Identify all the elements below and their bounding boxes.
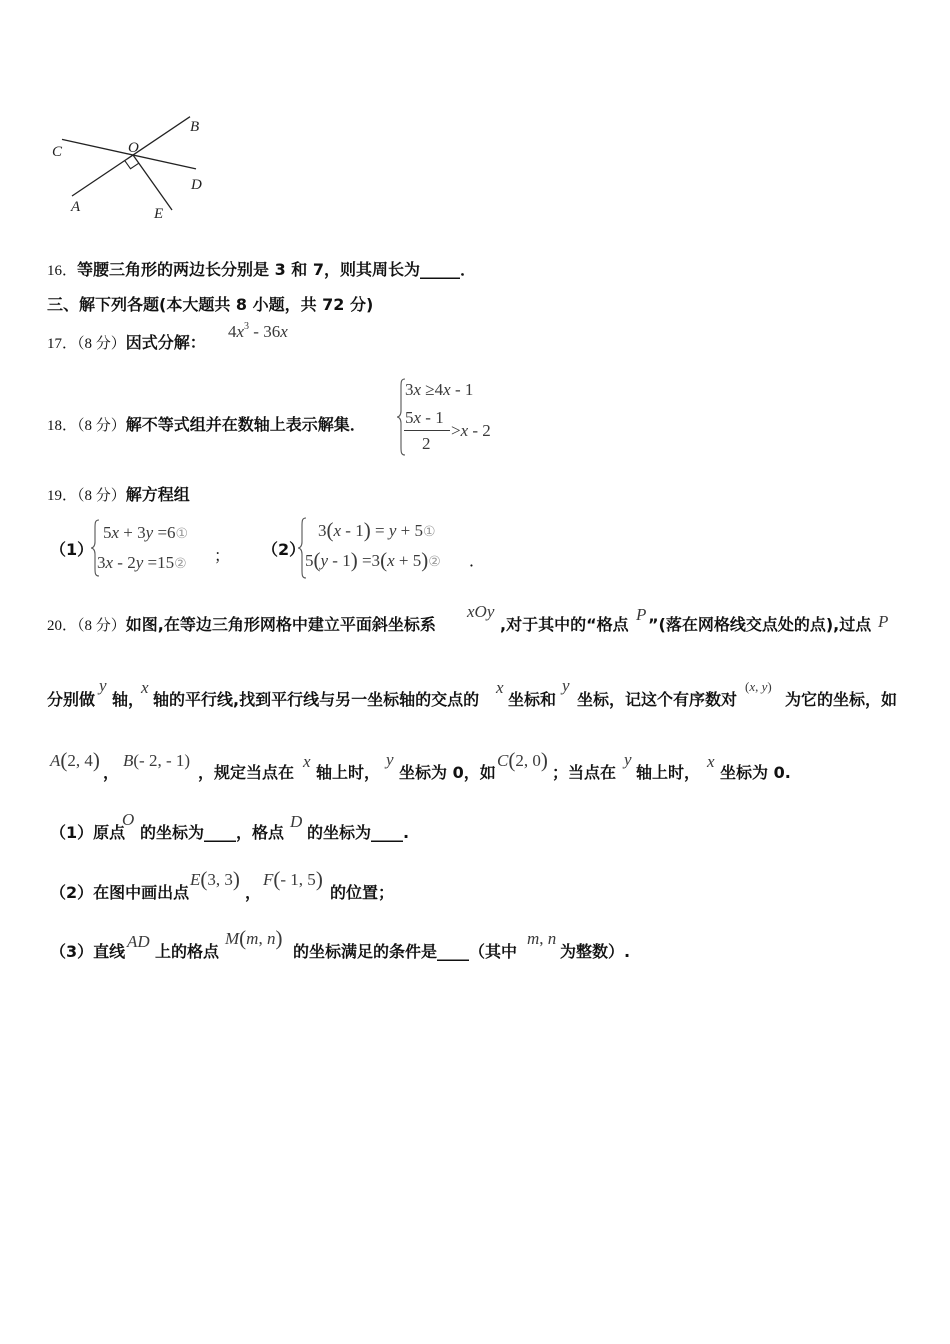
point-o: [122, 810, 134, 830]
ray-oe: [133, 155, 172, 210]
math-variable: D: [290, 812, 303, 831]
question-text: 为整数）.: [560, 942, 631, 961]
question-text: 解不等式组并在数轴上表示解集．: [125, 415, 366, 434]
question-text: 轴上时，: [316, 763, 381, 782]
math-variable: n: [266, 929, 276, 948]
math-bracket: ): [363, 518, 371, 542]
axis-x: [707, 752, 715, 772]
math-variable: E: [190, 870, 201, 889]
math-variable: x: [236, 322, 245, 341]
axis-x: [303, 752, 311, 772]
math-text: - 2: [468, 421, 491, 440]
math-text: >: [451, 421, 461, 440]
math-variable: n: [547, 929, 557, 948]
math-variable: O: [122, 810, 135, 829]
math-bracket: (: [326, 518, 334, 542]
question-score: （8 分）: [77, 418, 126, 434]
fraction-denominator: [422, 434, 431, 454]
axis-x: [496, 678, 504, 698]
point-e-coordinates: [190, 867, 240, 891]
math-variable: y: [145, 523, 154, 542]
point-label-a: A: [71, 199, 81, 215]
math-bracket: ): [421, 548, 429, 572]
math-text: ,: [539, 929, 548, 948]
math-bracket: (: [313, 548, 321, 572]
question-text: 为它的坐标，如: [785, 690, 898, 709]
math-bracket: ): [275, 926, 283, 950]
point-d: [290, 812, 302, 832]
math-text: + 3: [119, 523, 146, 542]
equation-number: ①: [422, 524, 436, 540]
part-end-mark: ．: [469, 551, 486, 570]
point-label-e: E: [154, 206, 164, 222]
math-text: + 5: [394, 551, 422, 570]
math-bracket: ): [350, 548, 358, 572]
math-variable: m: [246, 929, 259, 948]
line-ad: [127, 932, 150, 952]
math-variable: x: [111, 523, 120, 542]
question-number: 17．: [47, 336, 78, 352]
point-c-coordinates: [497, 748, 548, 772]
math-variable: x: [496, 678, 504, 697]
question-18: [47, 415, 366, 436]
integer-variables: [527, 929, 556, 949]
math-bracket: ): [92, 748, 100, 772]
question-number: 16．: [47, 263, 78, 279]
math-text: - 2: [113, 553, 136, 572]
point-p: [878, 612, 888, 632]
math-variable: B: [123, 751, 134, 770]
math-variable: y: [135, 553, 144, 572]
question-number: 20．: [47, 618, 78, 634]
question-text: 坐标为 0，如: [399, 763, 496, 782]
ordered-pair: [745, 677, 772, 697]
axis-x: [141, 678, 149, 698]
math-text: - 1: [450, 380, 474, 399]
math-exponent: 3: [244, 321, 250, 332]
part-2-label: （2）: [262, 540, 306, 559]
question-text: 因式分解：: [125, 333, 206, 352]
math-variable: M: [225, 929, 240, 948]
math-variable: x: [413, 380, 422, 399]
math-variable: x: [443, 380, 451, 399]
right-angle-mark: [125, 161, 139, 169]
math-text: =6: [153, 523, 176, 542]
question-text: 的坐标满足的条件是____（其中: [293, 942, 518, 961]
math-text: - 1: [341, 521, 364, 540]
inequality-2-rhs: [451, 421, 491, 441]
question-17: [47, 333, 206, 354]
math-text: ,: [755, 679, 762, 694]
point-label-c: C: [52, 144, 63, 160]
math-variable: F: [263, 870, 274, 889]
part-1-equation-2: [97, 553, 187, 574]
fraction-bar: [404, 430, 450, 431]
math-variable: x: [280, 322, 288, 341]
math-variable: x: [303, 752, 311, 771]
point-b-coordinates: [123, 751, 190, 771]
math-bracket: (: [60, 748, 68, 772]
math-bracket: ): [540, 748, 548, 772]
math-text: 5: [405, 408, 414, 427]
math-variable: P: [878, 612, 889, 631]
part-separator: ；: [214, 546, 231, 565]
question-text: 如图,在等边三角形网格中建立平面斜坐标系: [125, 615, 436, 634]
math-text: 3: [97, 553, 106, 572]
question-text: ，: [103, 763, 120, 782]
equation-number: ②: [174, 556, 187, 572]
math-bracket: (: [200, 867, 208, 891]
math-variable: x: [333, 521, 342, 540]
math-text: 4: [228, 322, 237, 341]
question-number: 19．: [47, 488, 78, 504]
point-label-b: B: [190, 119, 200, 135]
math-variable: y: [99, 676, 107, 695]
question-text: 坐标和: [508, 690, 557, 709]
math-variable: AD: [127, 932, 150, 951]
math-variable: x: [707, 752, 715, 771]
math-text: - 1: [421, 408, 444, 427]
question-text: ”(落在网格线交点处的点),过点: [648, 615, 872, 634]
question-text: 轴上时，: [636, 763, 701, 782]
math-text: 3, 3: [207, 870, 233, 889]
math-variable: x: [413, 408, 422, 427]
point-p: [636, 605, 646, 625]
math-variable: xOy: [467, 602, 495, 621]
question-text: ，规定当点在: [198, 763, 295, 782]
math-variable: x: [387, 551, 395, 570]
point-f-coordinates: [263, 867, 323, 891]
sub-question-3: （3）直线: [50, 942, 126, 961]
question-text: 等腰三角形的两边长分别是 3 和 7，则其周长为_____．: [77, 260, 476, 279]
question-text: 的位置；: [330, 883, 395, 902]
question-text: 解方程组: [125, 485, 190, 504]
question-text: 分别做: [47, 690, 96, 709]
math-text: 5: [305, 551, 314, 570]
math-bracket: (: [508, 748, 516, 772]
question-text: ；当点在: [552, 763, 617, 782]
math-text: =15: [143, 553, 175, 572]
math-bracket: (: [380, 548, 388, 572]
math-text: ): [767, 679, 772, 694]
question-text: 的坐标为____，格点: [140, 823, 285, 842]
math-text: ≥4: [421, 380, 444, 399]
math-variable: A: [50, 751, 61, 770]
angle-figure: [40, 110, 220, 225]
question-number: 18．: [47, 418, 78, 434]
factorization-expression: [228, 322, 288, 342]
math-variable: y: [388, 521, 397, 540]
math-text: 2: [422, 434, 431, 453]
math-text: + 5: [396, 521, 423, 540]
fraction-numerator: [405, 408, 444, 428]
math-variable: x: [105, 553, 114, 572]
equation-number: ①: [175, 526, 189, 542]
math-text: 2, 0: [515, 751, 541, 770]
point-m-coordinates: [225, 926, 283, 950]
math-variable: y: [624, 750, 632, 769]
math-variable: C: [497, 751, 509, 770]
section-heading: 三、解下列各题(本大题共 8 小题，共 72 分): [47, 295, 374, 314]
question-16: [47, 260, 476, 281]
question-score: （8 分）: [77, 488, 126, 504]
point-label-d: D: [191, 177, 202, 193]
question-text: 上的格点: [155, 942, 220, 961]
math-text: 5: [103, 523, 112, 542]
math-bracket: ): [232, 867, 240, 891]
math-text: ,: [258, 929, 267, 948]
axis-y: [562, 676, 570, 696]
question-text: 坐标为 0.: [720, 763, 791, 782]
question-score: （8 分）: [77, 618, 126, 634]
equation-number: ②: [428, 554, 441, 570]
math-variable: y: [562, 676, 570, 695]
math-text: 3: [318, 521, 327, 540]
math-variable: m: [527, 929, 540, 948]
math-text: (- 2, - 1): [133, 751, 191, 770]
math-text: - 36: [249, 322, 281, 341]
question-score: （8 分）: [77, 336, 126, 352]
math-variable: y: [320, 551, 329, 570]
question-text: 的坐标为____.: [307, 823, 410, 842]
math-text: 2, 4: [67, 751, 93, 770]
question-text: 坐标，记这个有序数对: [577, 690, 738, 709]
question-text: 轴的平行线,找到平行线与另一坐标轴的交点的: [153, 690, 480, 709]
part-2-equation-2: [305, 548, 441, 572]
math-text: - 1: [328, 551, 351, 570]
question-text: 轴，: [112, 690, 145, 709]
part-2-equation-1: [318, 518, 436, 542]
math-variable: y: [386, 750, 394, 769]
math-bracket: (: [273, 867, 281, 891]
part-1-label: （1）: [50, 540, 94, 559]
math-text: 3: [405, 380, 414, 399]
sub-question-1: （1）原点: [50, 823, 126, 842]
axis-y: [624, 750, 632, 770]
question-20: [47, 615, 436, 636]
point-label-o: O: [128, 140, 139, 156]
axis-y: [386, 750, 394, 770]
coordinate-system-name: [467, 602, 494, 622]
math-text: =: [370, 521, 389, 540]
part-1-equation-1: [103, 523, 188, 544]
math-bracket: (: [239, 926, 247, 950]
math-bracket: ): [315, 867, 323, 891]
math-text: (: [745, 679, 750, 694]
inequality-1: [405, 380, 473, 400]
math-text: =3: [357, 551, 381, 570]
question-text: ,对于其中的“格点: [500, 615, 629, 634]
axis-y: [99, 676, 107, 696]
math-variable: x: [460, 421, 469, 440]
math-variable: y: [761, 679, 768, 694]
math-variable: x: [749, 679, 756, 694]
math-variable: P: [636, 605, 647, 624]
line-ab: [72, 117, 190, 196]
math-text: - 1, 5: [280, 870, 316, 889]
point-a-coordinates: [50, 748, 100, 772]
question-text: ，: [245, 883, 262, 902]
sub-question-2: （2）在图中画出点: [50, 883, 190, 902]
question-19: [47, 485, 190, 506]
math-variable: x: [141, 678, 149, 697]
